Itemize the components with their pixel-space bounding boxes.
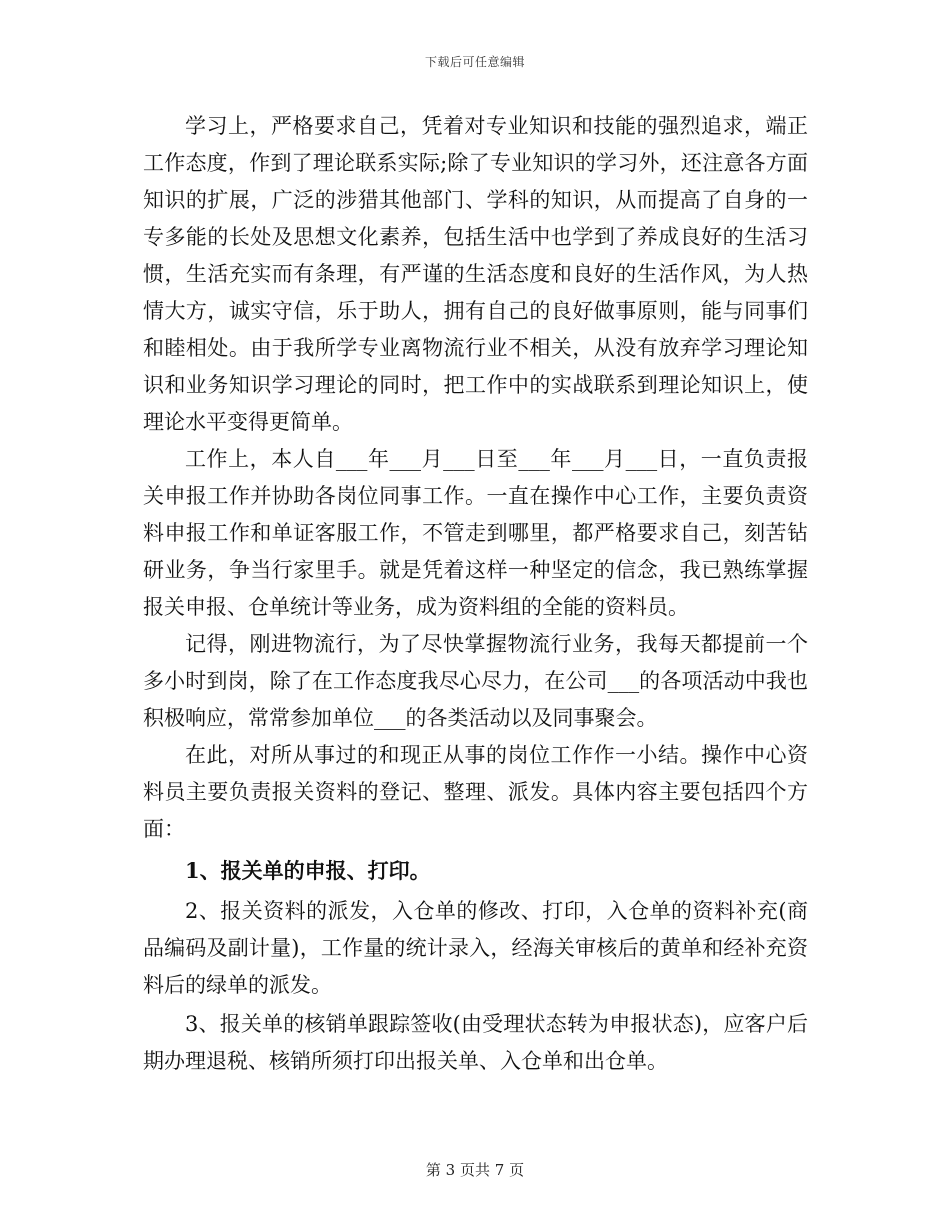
document-body xyxy=(143,108,808,1080)
paragraph-work: 工作上，本人自___年___月___日至___年___月___日，一直负责报关申报工作并协助各岗位同事工作。一直在操作中心工作，主要负责资料申报工作和单证客服工作，不管走到哪里，都严格要求自己，刻苦钻研业务，争当行家里手。就是凭着这样一种坚定的信念，我已熟练掌握报关申报、仓单统计等业务，成为资料组的全能的资料员。 xyxy=(143,447,808,619)
list-item-3: 3、报关单的核销单跟踪签收(由受理状态转为申报状态)，应客户后期办理退税、核销所须打印出报关单、入仓单和出仓单。 xyxy=(143,1012,808,1073)
page-header: 下载后可任意编辑 xyxy=(424,55,525,69)
paragraph-summary: 在此，对所从事过的和现正从事的岗位工作作一小结。操作中心资料员主要负责报关资料的登记、整理、派发。具体内容主要包括四个方面： xyxy=(143,743,808,841)
page-number: 第 3 页共 7 页 xyxy=(425,1161,525,1179)
list-item-2: 2、报关资料的派发，入仓单的修改、打印，入仓单的资料补充(商品编码及副计量)，工作量的统计录入，经海关审核后的黄单和经补充资料后的绿单的派发。 xyxy=(143,899,808,997)
list-item-1: 1、报关单的申报、打印。 xyxy=(185,858,431,883)
paragraph-study: 学习上，严格要求自己，凭着对专业知识和技能的强烈追求，端正工作态度，作到了理论联系实际;除了专业知识的学习外，还注意各方面知识的扩展，广泛的涉猎其他部门、学科的知识，从而提高了自身的一专多能的长处及思想文化素养，包括生活中也学到了养成良好的生活习惯，生活充实而有条理，有严谨的生活态度和良好的生活作风，为人热情大方，诚实守信，乐于助人，拥有自己的良好做事原则，能与同事们和睦相处。由于我所学专业离物流行业不相关，从没有放弃学习理论知识和业务知识学习理论的同时，把工作中的实战联系到理论知识上，使理论水平变得更简单。 xyxy=(143,114,808,434)
paragraph-memory: 记得，刚进物流行，为了尽快掌握物流行业务，我每天都提前一个多小时到岗，除了在工作态度我尽心尽力，在公司___的各项活动中我也积极响应，常常参加单位___的各类活动以及同事聚会。 xyxy=(143,632,808,730)
